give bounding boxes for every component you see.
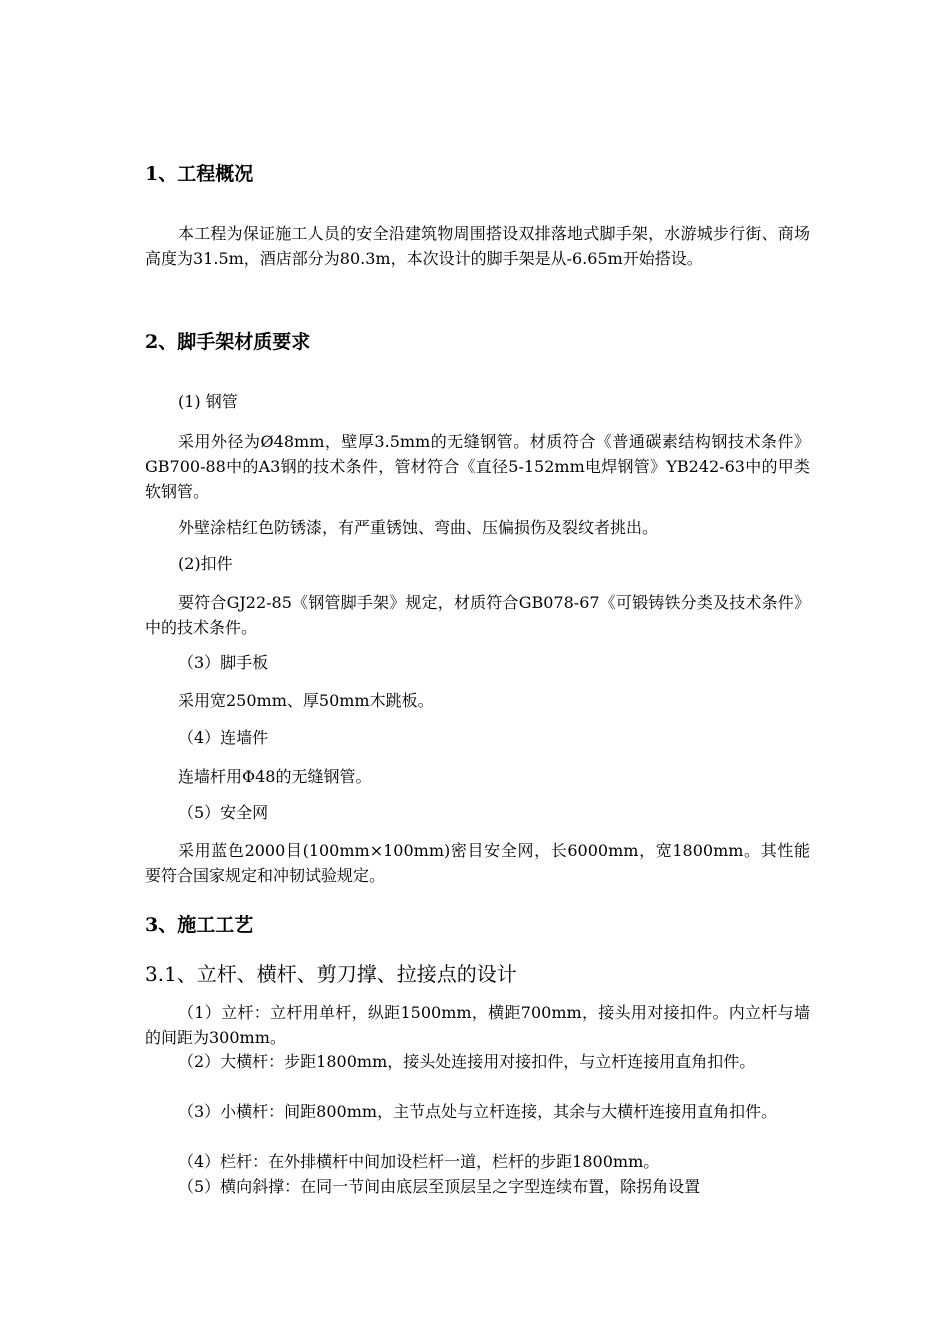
scaffold-board-paragraph: 采用宽250mm、厚50mm木跳板。 — [178, 691, 434, 710]
process-paragraph-4: （4）栏杆：在外排横杆中间加设栏杆一道，栏杆的步距1800mm。 — [178, 1152, 660, 1171]
process-paragraph-3: （3）小横杆：间距800mm，主节点处与立杆连接，其余与大横杆连接用直角扣件。 — [178, 1102, 778, 1121]
section-heading-materials: 2、脚手架材质要求 — [145, 331, 311, 353]
process-paragraph-1: （1）立杆：立杆用单杆，纵距1500mm，横距700mm，接头用对接扣件。内立杆与墙的间距为300mm。 — [145, 1003, 810, 1047]
wall-tie-paragraph: 连墙杆用Φ48的无缝钢管。 — [178, 767, 372, 786]
coupler-paragraph: 要符合GJ22-85《钢管脚手架》规定，材质符合GB078-67《可锻铸铁分类及技术条件》中的技术条件。 — [145, 593, 810, 637]
steel-pipe-paragraph-1: 采用外径为Ø48mm，壁厚3.5mm的无缝钢管。材质符合《普通碳素结构钢技术条件》GB700-88中的A3钢的技术条件，管材符合《直径5-152mm电焊钢管》YB242-63中的甲类软钢管。 — [145, 432, 810, 501]
process-paragraph-2: （2）大横杆：步距1800mm，接头处连接用对接扣件，与立杆连接用直角扣件。 — [178, 1052, 756, 1071]
item-label-coupler: (2)扣件 — [178, 554, 233, 573]
process-paragraph-5: （5）横向斜撑：在同一节间由底层至顶层呈之字型连续布置，除拐角设置 — [178, 1177, 701, 1196]
section-heading-overview: 1、工程概况 — [145, 163, 254, 185]
subsection-heading-design: 3.1、立杆、横杆、剪刀撑、拉接点的设计 — [145, 962, 517, 986]
item-label-steel-pipe: (1) 钢管 — [178, 392, 238, 411]
item-label-wall-tie: （4）连墙件 — [178, 728, 269, 747]
safety-net-paragraph: 采用蓝色2000目(100mm×100mm)密目安全网，长6000mm，宽1800mm。其性能要符合国家规定和冲韧试验规定。 — [145, 841, 810, 885]
item-label-scaffold-board: （3）脚手板 — [178, 653, 269, 672]
section-heading-process: 3、施工工艺 — [145, 914, 254, 936]
steel-pipe-paragraph-2: 外壁涂桔红色防锈漆，有严重锈蚀、弯曲、压偏损伤及裂纹者挑出。 — [178, 518, 659, 537]
overview-paragraph: 本工程为保证施工人员的安全沿建筑物周围搭设双排落地式脚手架，水游城步行街、商场高度为31.5m，酒店部分为80.3m，本次设计的脚手架是从-6.65m开始搭设。 — [145, 224, 810, 268]
item-label-safety-net: （5）安全网 — [178, 803, 269, 822]
